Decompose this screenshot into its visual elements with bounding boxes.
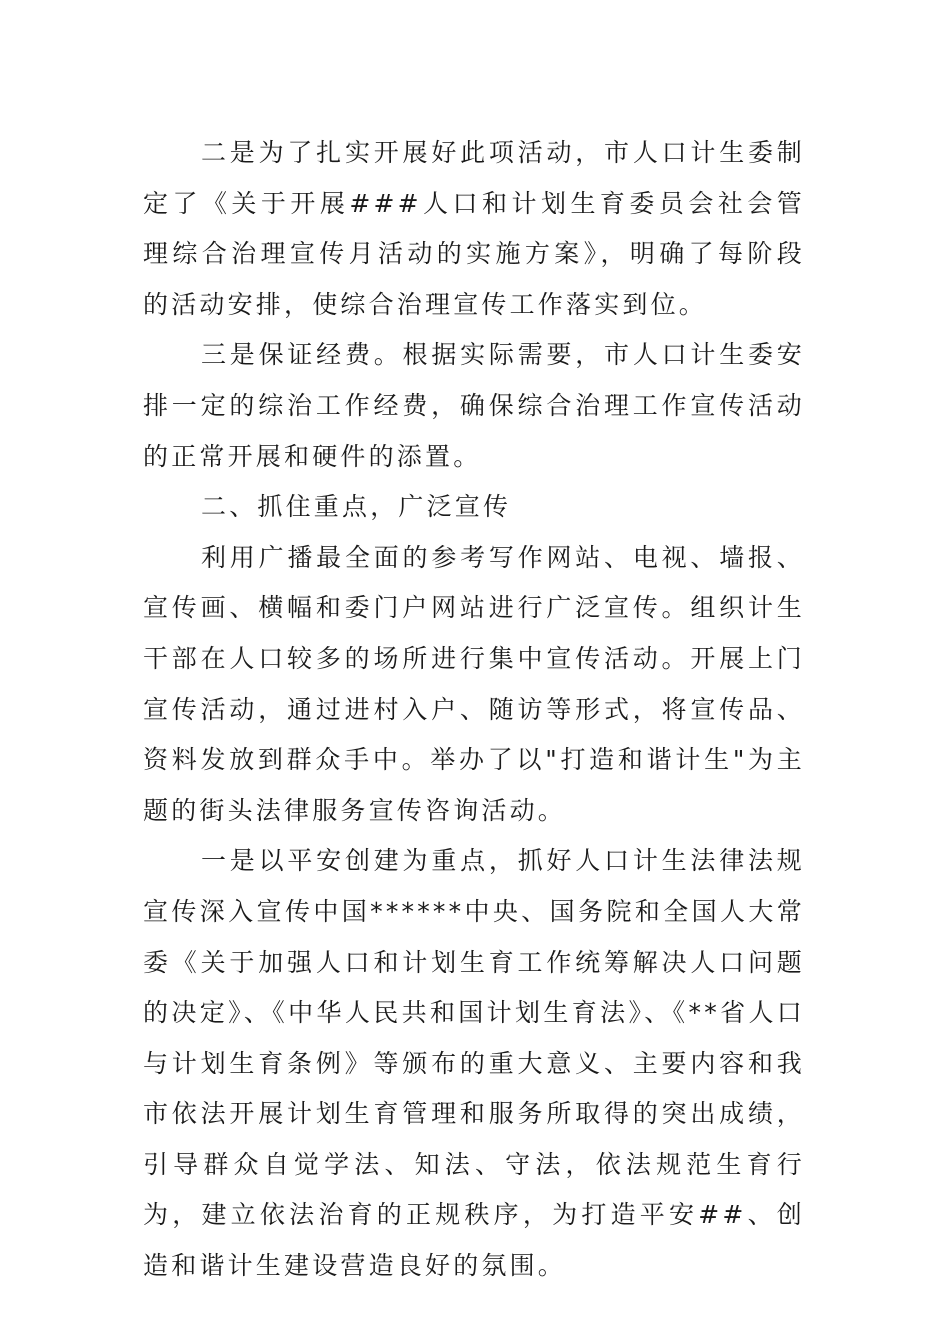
paragraph-funding-plan: 二是为了扎实开展好此项活动，市人口计生委制定了《关于开展###人口和计划生育委员会社会管理综合治理宣传月活动的实施方案》，明确了每阶段的活动安排，使综合治理宣传工作落实到位。 [143,138,805,319]
paragraph-publicity-channels: 利用广播最全面的参考写作网站、电视、墙报、宣传画、横幅和委门户网站进行广泛宣传。组织计生干部在人口较多的场所进行集中宣传活动。开展上门宣传活动，通过进村入户、随访等形式，将宣传品、资料发放到群众手中。举办了以"打造和谐计生"为主题的街头法律服务宣传咨询活动。 [143,542,805,825]
paragraph-funding-guarantee: 三是保证经费。根据实际需要，市人口计生委安排一定的综治工作经费，确保综合治理工作宣传活动的正常开展和硬件的添置。 [143,340,805,471]
paragraph-law-publicity: 一是以平安创建为重点，抓好人口计生法律法规宣传深入宣传中国******中央、国务院和全国人大常委《关于加强人口和计划生育工作统筹解决人口问题的决定》、《中华人民共和国计划生育法》、《**省人口与计划生育条例》等颁布的重大意义、主要内容和我市依法开展计划生育管理和服务所取得的突出成绩，引导群众自觉学法、知法、守法，依法规范生育行为，建立依法治育的正规秩序，为打造平安##、创造和谐计生建设营造良好的氛围。 [143,846,805,1281]
document-body [143,128,805,1292]
section-heading: 二、抓住重点，广泛宣传 [201,492,512,522]
